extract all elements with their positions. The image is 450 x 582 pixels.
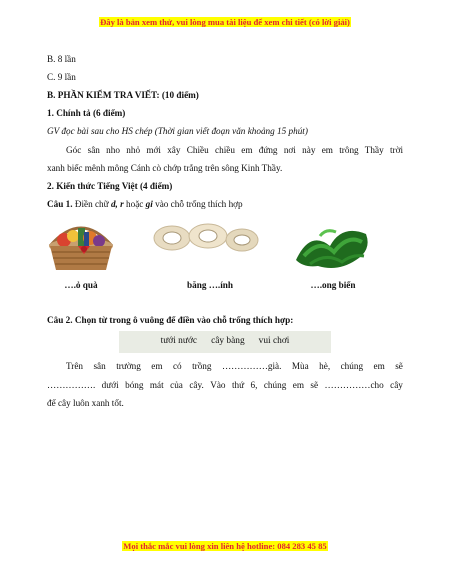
gift-basket-image	[40, 216, 122, 274]
passage-line-1: Góc sân nho nhỏ mới xây Chiều chiều em đứng nơi này em trông Thầy trời	[66, 145, 403, 155]
word-box	[119, 331, 331, 353]
fill-blank: …………….	[47, 380, 96, 390]
fill-word: sẽ	[310, 380, 319, 390]
cau-2-title: Câu 2. Chọn từ trong ô vuông để điền vào chỗ trống thích hợp:	[47, 315, 294, 325]
fill-word: sẽ	[395, 361, 403, 371]
fill-word: mát	[149, 380, 164, 390]
fill-word: Mùa	[291, 361, 309, 371]
fill-word: em	[292, 380, 304, 390]
caption-tape: băng ….ính	[187, 280, 233, 290]
caption-gift-basket: ….ỏ quà	[64, 280, 98, 290]
fill-blank: ……………cho	[324, 380, 384, 390]
fill-word: thứ	[231, 380, 245, 390]
fill-line-3: để cây luôn xanh tốt.	[47, 398, 124, 408]
fill-word: cây.	[189, 380, 204, 390]
cau-1-text-b: hoặc	[123, 199, 146, 209]
word-option-1: tưới nước	[160, 336, 198, 347]
seaweed-image	[290, 216, 376, 274]
fill-line-1	[66, 361, 403, 373]
cau-1-label: Câu 1.	[47, 199, 73, 209]
fill-word: chúng	[340, 361, 364, 371]
caption-seaweed: ….ong biển	[310, 280, 356, 290]
bottom-banner	[0, 541, 450, 552]
fill-word: có	[172, 361, 182, 371]
top-banner	[0, 17, 450, 28]
word-option-2: cây bàng	[211, 336, 245, 347]
fill-word: dưới	[101, 380, 119, 390]
cau-1-text-a: Điền chữ	[72, 199, 111, 209]
fill-word: sân	[93, 361, 106, 371]
tape-rolls-image	[150, 216, 260, 256]
section-b-title: B. PHẦN KIỂM TRA VIẾT: (10 điểm)	[47, 90, 199, 100]
question-2-title: 2. Kiến thức Tiếng Việt (4 điểm)	[47, 181, 173, 191]
question-1-instruction: GV đọc bài sau cho HS chép (Thời gian viết đoạn văn khoảng 15 phút)	[47, 126, 308, 136]
fill-word: chúng	[263, 380, 287, 390]
option-c: C. 9 lần	[47, 72, 76, 82]
fill-word: em	[373, 361, 385, 371]
option-b: B. 8 lần	[47, 54, 76, 64]
word-option-3: vui chơi	[258, 336, 290, 347]
fill-word: hè,	[319, 361, 331, 371]
fill-word: trồng	[192, 361, 212, 371]
passage-line-2: xanh biếc mênh mông Cánh cò chớp trắng trên sông Kinh Thầy.	[47, 163, 283, 173]
fill-word: 6,	[250, 380, 258, 390]
cau-1-letters-gi: gi	[145, 199, 153, 209]
fill-blank: ……………già.	[221, 361, 282, 371]
cau-1-prompt	[47, 199, 243, 211]
bottom-banner-text: Mọi thắc mắc vui lòng xin liên hệ hotline: 084 283 45 85	[123, 541, 327, 551]
fill-word: trường	[116, 361, 141, 371]
cau-1-text-c: vào chỗ trống thích hợp	[152, 199, 243, 209]
question-1-title: 1. Chính tả (6 điểm)	[47, 108, 126, 118]
fill-word: bóng	[125, 380, 144, 390]
fill-word: em	[151, 361, 163, 371]
cau-1-letters-dr: d, r	[110, 199, 124, 209]
fill-word: Trên	[66, 361, 84, 371]
fill-word: của	[170, 380, 183, 390]
fill-line-2	[47, 380, 403, 392]
top-banner-text: Đây là bản xem thử, vui lòng mua tài liệu để xem chi tiết (có lời giải)	[100, 17, 350, 27]
fill-word: Vào	[210, 380, 226, 390]
fill-word: cây	[390, 380, 403, 390]
